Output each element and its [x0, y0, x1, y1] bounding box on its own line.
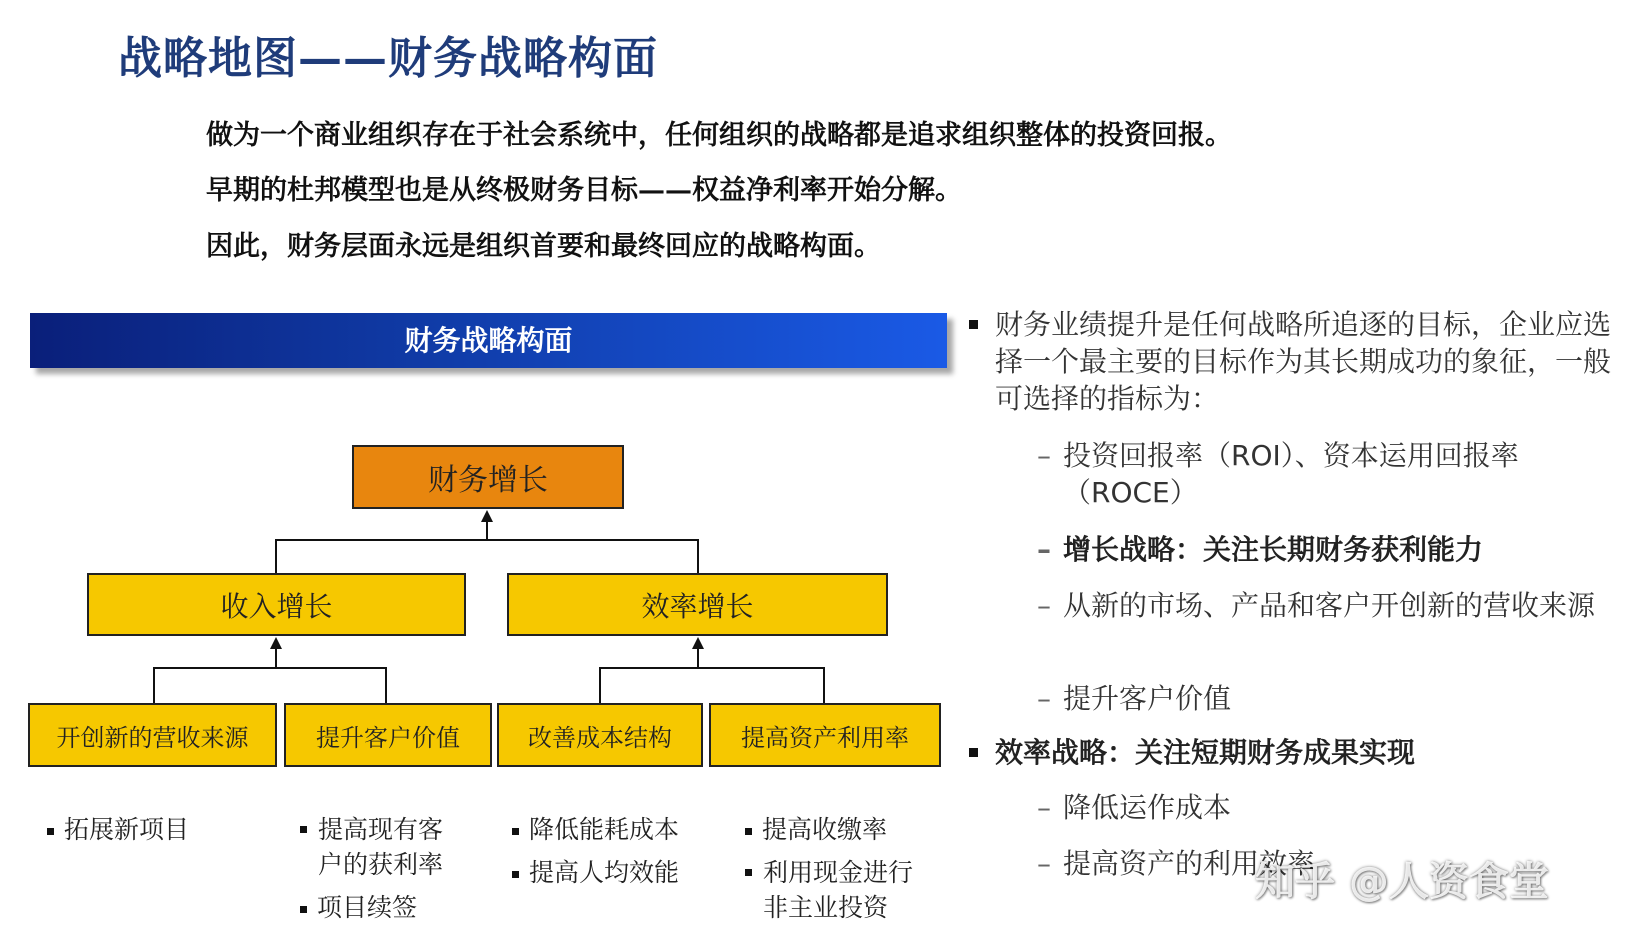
bullet-icon	[300, 826, 307, 833]
dash-icon: –	[1037, 791, 1051, 824]
bullet-icon	[47, 828, 54, 835]
connector	[275, 539, 699, 541]
connector	[599, 667, 825, 669]
intro-line-2: 早期的杜邦模型也是从终极财务目标——权益净利率开始分解。	[206, 175, 962, 206]
connector	[153, 667, 155, 703]
right-dash-2: – 增长战略：关注长期财务获利能力	[1037, 533, 1484, 566]
dash-icon: –	[1037, 439, 1051, 472]
node-financial-growth: 财务增长	[352, 445, 624, 509]
node-revenue-growth: 收入增长	[87, 573, 466, 636]
watermark: 知乎 @人资食堂	[1255, 859, 1549, 905]
right-dash-4: – 提升客户价值	[1037, 682, 1232, 715]
dash-icon: –	[1037, 682, 1051, 715]
node-efficiency-growth: 效率增长	[507, 573, 888, 636]
connector	[275, 648, 277, 668]
right-dash-5: – 降低运作成本	[1037, 791, 1232, 824]
sub-item: 拓展新项目	[47, 812, 189, 847]
connector	[275, 539, 277, 573]
bullet-icon	[745, 869, 752, 876]
bullet-icon	[969, 320, 978, 329]
bullet-icon	[969, 748, 978, 757]
arrow-up-icon	[692, 637, 704, 649]
node-customer-value: 提升客户价值	[284, 703, 492, 767]
dash-icon: –	[1037, 533, 1051, 566]
section-banner: 财务战略构面	[30, 313, 947, 368]
bullet-icon	[745, 828, 752, 835]
connector	[823, 667, 825, 703]
bullet-icon	[512, 871, 519, 878]
connector	[385, 667, 387, 703]
bullet-icon	[300, 906, 307, 913]
connector	[599, 667, 601, 703]
node-cost-structure: 改善成本结构	[497, 703, 703, 767]
node-asset-utilization: 提高资产利用率	[709, 703, 941, 767]
dash-icon: –	[1037, 589, 1051, 622]
right-dash-3: – 从新的市场、产品和客户开创新的营收来源	[1037, 589, 1596, 622]
page-title: 战略地图——财务战略构面	[118, 33, 658, 84]
intro-line-3: 因此，财务层面永远是组织首要和最终回应的战略构面。	[206, 231, 881, 262]
node-new-revenue-sources: 开创新的营收来源	[28, 703, 277, 767]
bullet-icon	[512, 828, 519, 835]
sub-item: 利用现金进行非主业投资	[745, 855, 915, 925]
intro-line-1: 做为一个商业组织存在于社会系统中，任何组织的战略都是追求组织整体的投资回报。	[206, 120, 1232, 151]
right-dash-1: – 投资回报率（ROI）、资本运用回报率（ROCE）	[1037, 439, 1519, 509]
arrow-up-icon	[481, 510, 493, 522]
sub-item: 降低能耗成本	[512, 812, 679, 847]
right-dash-6: – 提高资产的利用效率	[1037, 847, 1316, 880]
right-bullet-2: 效率战略：关注短期财务成果实现	[995, 734, 1615, 771]
connector	[153, 667, 387, 669]
connector	[697, 539, 699, 573]
sub-item: 项目续签	[300, 890, 417, 925]
connector	[697, 648, 699, 668]
dash-icon: –	[1037, 847, 1051, 880]
sub-item: 提高收缴率	[745, 812, 887, 847]
arrow-up-icon	[270, 637, 282, 649]
right-bullet-1: 财务业绩提升是任何战略所追逐的目标，企业应选择一个最主要的目标作为其长期成功的象征，一般可选择的指标为：	[995, 306, 1615, 417]
sub-item: 提高现有客户的获利率	[300, 812, 460, 882]
sub-item: 提高人均效能	[512, 855, 679, 890]
